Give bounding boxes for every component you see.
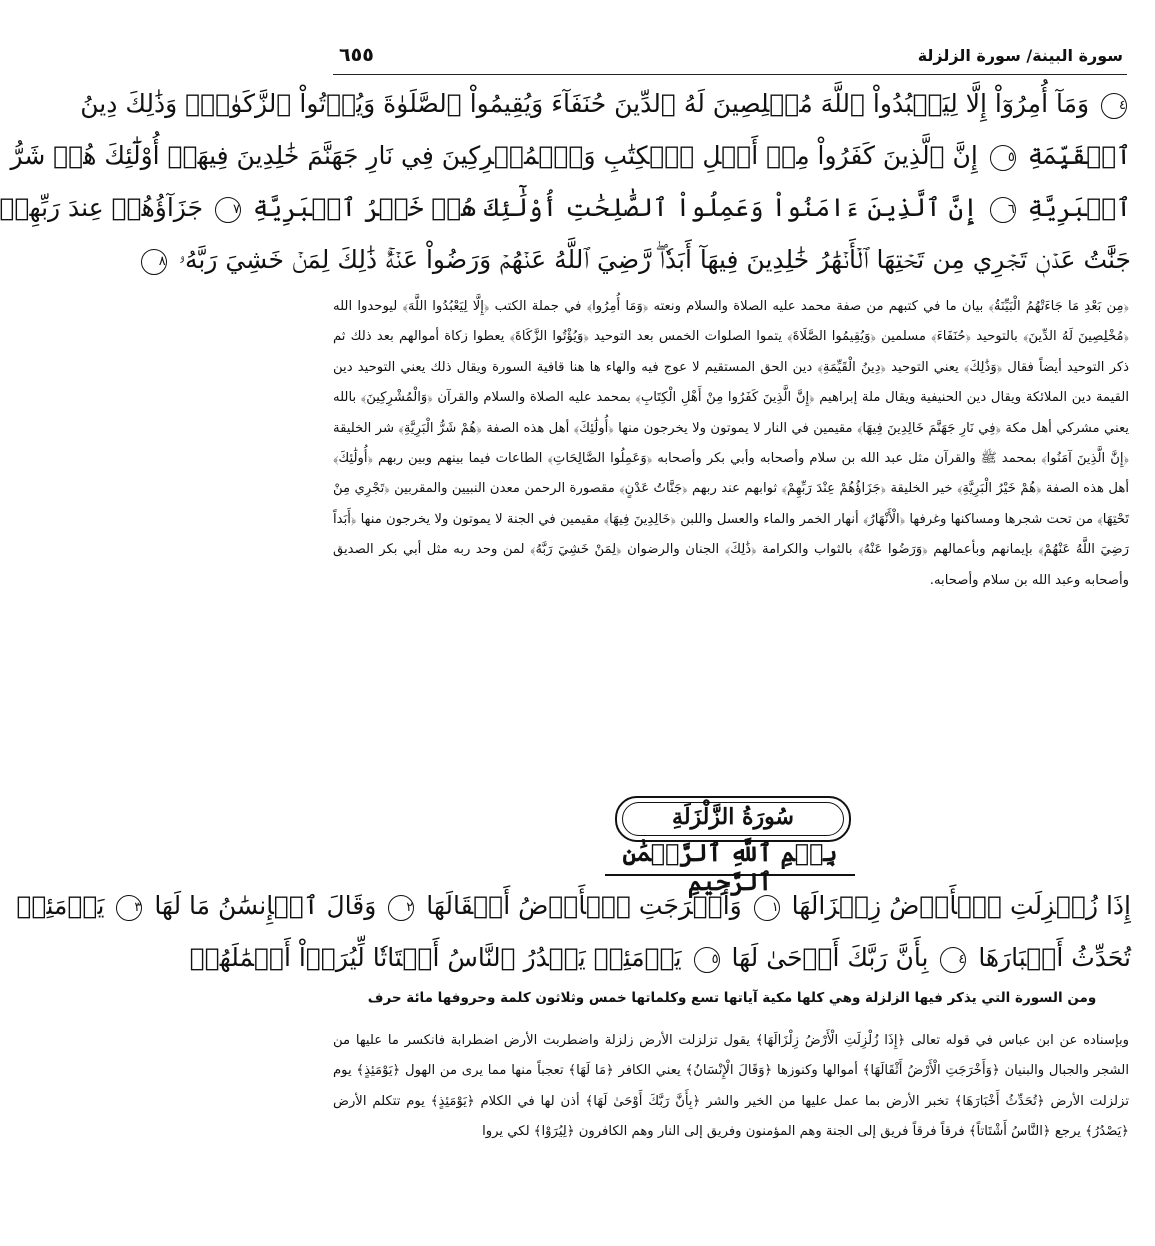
verse-line — [0, 182, 1131, 234]
verse-number-marker: ٦ — [990, 197, 1016, 223]
verse-number-marker: ٢ — [388, 895, 414, 921]
surah-info-line: ومن السورة التي يذكر فيها الزلزلة وهي كلها مكية آياتها تسع وكلماتها خمس وثلاثون كلمة وحروفها مائة حرف — [367, 990, 1097, 1006]
tafsir-paragraph-bayyina: ﴿مِن بَعْدِ مَا جَاءَتْهُمُ الْبَيِّنَةُ﴾ بيان ما في كتبهم من صفة محمد عليه الصلاة والسلام ونعته ﴿وَمَا أُمِرُوا﴾ في جملة الكتب ﴿إِلَّا لِيَعْبُدُوا اللَّهَ﴾ ليوحدوا الله ﴿مُخْلِصِينَ لَهُ الدِّينَ﴾ بالتوحيد ﴿حُنَفَاءَ﴾ مسلمين ﴿وَيُقِيمُوا الصَّلَاةَ﴾ يتموا الصلوات الخمس بعد التوحيد ﴿وَيُؤْتُوا الزَّكَاةَ﴾ يعطوا زكاة أموالهم بعد ذلك ثم ذكر التوحيد أيضاً فقال ﴿وَذَٰلِكَ﴾ يعني التوحيد ﴿دِينُ الْقَيِّمَةِ﴾ دين الحق المستقيم لا عوج فيه والهاء ها هنا قافية السورة ويقال ذلك يعني التوحيد دين القيمة دين الملائكة ويقال دين الحنيفية ويقال ملة إبراهيم ﴿إِنَّ الَّذِينَ كَفَرُوا مِنْ أَهْلِ الْكِتَابِ﴾ بمحمد عليه الصلاة والسلام والقرآن ﴿وَالْمُشْرِكِينَ﴾ بالله يعني مشركي أهل مكة ﴿فِي نَارِ جَهَنَّمَ خَالِدِينَ فِيهَا﴾ مقيمين في النار لا يموتون ولا يخرجون منها ﴿أُولَٰئِكَ﴾ أهل هذه الصفة ﴿هُمْ شَرُّ الْبَرِيَّةِ﴾ شر الخليقة ﴿إِنَّ الَّذِينَ آمَنُوا﴾ بمحمد ﷺ والقرآن مثل عبد الله بن سلام وأصحابه وأبي بكر وأصحابه ﴿وَعَمِلُوا الصَّالِحَاتِ﴾ الطاعات فيما بينهم وبين ربهم ﴿أُولَٰئِكَ﴾ أهل هذه الصفة ﴿هُمْ خَيْرُ الْبَرِيَّةِ﴾ خير الخليقة ﴿جَزَاؤُهُمْ عِنْدَ رَبِّهِمْ﴾ ثوابهم عند ربهم ﴿جَنَّاتُ عَدْنٍ﴾ مقصورة الرحمن معدن النبيين والمقربين ﴿تَجْرِي مِنْ تَحْتِهَا﴾ من تحت شجرها ومساكنها وغرفها ﴿الْأَنْهَارُ﴾ أنهار الخمر والماء والعسل واللبن ﴿خَالِدِينَ فِيهَا﴾ مقيمين في الجنة لا يموتون ولا يخرجون منها ﴿أَبَداً رَضِيَ اللَّهُ عَنْهُمْ﴾ بإيمانهم وبأعمالهم ﴿وَرَضُوا عَنْهُ﴾ بالثواب والكرامة ﴿ذَٰلِكَ﴾ الجنان والرضوان ﴿لِمَنْ خَشِيَ رَبَّهُ﴾ لمن وحد ربه مثل أبي بكر الصديق وأصحابه وعبد الله بن سلام وأصحابه. — [333, 299, 1129, 588]
verse-text: إِنَّ ٱلَّذِينَ ءَامَنُواْ وَعَمِلُواْ ٱلصَّٰلِحَٰتِ أُوْلَٰٓئِكَ هُمۡ خَيۡرُ ٱلۡبَرِيَّةِ — [252, 193, 978, 222]
verse-line — [10, 130, 1131, 182]
verse-line — [189, 932, 1131, 984]
quran-verses-zalzala — [16, 880, 1131, 988]
verse-number-marker: ٥ — [990, 145, 1016, 171]
verse-text: جَنَّٰتُ عَدۡنٖ تَجۡرِي مِن تَحۡتِهَا ٱلۡأَنۡهَٰرُ خَٰلِدِينَ فِيهَآ أَبَدٗاۖ رَّضِيَ ٱللَّهُ عَنۡهُمۡ وَرَضُواْ عَنۡهُۚ ذَٰلِكَ لِمَنۡ خَشِيَ رَبَّهُۥ — [178, 245, 1131, 274]
page-number: ٦٥٥ — [339, 44, 374, 66]
basmala: بِسۡمِ ٱللَّهِ ٱلرَّحۡمَٰنِ ٱلرَّحِيمِ — [622, 838, 838, 896]
verse-text: ٱلۡقَيِّمَةِ — [1027, 141, 1131, 170]
verse-line — [80, 78, 1131, 130]
verse-text: وَمَآ أُمِرُوٓاْ إِلَّا لِيَعۡبُدُواْ ٱللَّهَ مُخۡلِصِينَ لَهُ ٱلدِّينَ حُنَفَآءَ وَيُقِيمُواْ ٱلصَّلَوٰةَ وَيُؤۡتُواْ ٱلزَّكَوٰةَۚ وَذَٰلِكَ دِينُ — [80, 89, 1090, 118]
surah-title: سُورَةُ الزَّلْزَلَةِ — [672, 804, 794, 830]
verse-text: تُحَدِّثُ أَخۡبَارَهَا — [978, 943, 1131, 972]
surah-header-title: سورة البينة/ سورة الزلزلة — [917, 46, 1123, 65]
verse-line — [16, 880, 1131, 932]
verse-text: جَزَآؤُهُمۡ عِندَ رَبِّهِمۡ — [0, 193, 204, 222]
verse-text: يَوۡمَئِذٖ — [16, 891, 105, 920]
surah-title-frame — [615, 796, 851, 842]
verse-number-marker: ١ — [754, 895, 780, 921]
verse-line — [158, 234, 1131, 286]
verse-number-marker: ٤ — [1101, 93, 1127, 119]
verse-text: إِنَّ ٱلَّذِينَ كَفَرُواْ مِنۡ أَهۡلِ ٱلۡكِتَٰبِ وَٱلۡمُشۡرِكِينَ فِي نَارِ جَهَنَّمَ خَٰلِدِينَ فِيهَآۚ أُوْلَٰٓئِكَ هُمۡ شَرُّ — [10, 141, 978, 170]
verse-number-marker: ٤ — [940, 947, 966, 973]
verse-text: وَأَخۡرَجَتِ ٱلۡأَرۡضُ أَثۡقَالَهَا — [426, 891, 742, 920]
verse-number-marker: ٨ — [141, 249, 167, 275]
verse-text: يَوۡمَئِذٖ يَصۡدُرُ ٱلنَّاسُ أَشۡتَاتٗا لِّيُرَوۡاْ أَعۡمَٰلَهُمۡ — [189, 943, 682, 972]
verse-number-marker: ٥ — [694, 947, 720, 973]
verse-text: بِأَنَّ رَبَّكَ أَوۡحَىٰ لَهَا — [731, 943, 929, 972]
verse-text: ٱلۡبَرِيَّةِ — [1027, 193, 1131, 222]
quran-verses-top — [0, 78, 1131, 292]
page-header — [333, 40, 1127, 75]
verse-number-marker: ٧ — [215, 197, 241, 223]
tafsir-paragraph-zalzala: وبإسناده عن ابن عباس في قوله تعالى ﴿إِذَا زُلْزِلَتِ الْأَرْضُ زِلْزَالَهَا﴾ يقول تزلزلت الأرض زلزلة واضطربت الأرض اضطرابة فانكسر ما عليها من الشجر والجبال والبنيان ﴿وَأَخْرَجَتِ الْأَرْضُ أَثْقَالَهَا﴾ أموالها وكنوزها ﴿وَقَالَ الْإِنْسَانُ﴾ يعني الكافر ﴿مَا لَهَا﴾ تعجباً منها مما يرى من الهول ﴿يَوْمَئِذٍ﴾ يوم تزلزلت الأرض ﴿تُحَدِّثُ أَخْبَارَهَا﴾ تخبر الأرض بما عمل عليها من الخير والشر ﴿بِأَنَّ رَبَّكَ أَوْحَىٰ لَهَا﴾ أذن لها في الكلام ﴿يَوْمَئِذٍ﴾ يوم تتكلم الأرض ﴿يَصْدُرُ﴾ يرجع ﴿النَّاسُ أَشْتَاتاً﴾ فرقاً فرقاً فريق إلى الجنة وهم المؤمنون وفريق إلى النار وهم الكافرون ﴿لِيُرَوْا﴾ لكي يروا — [333, 1033, 1129, 1140]
verse-text: وَقَالَ ٱلۡإِنسَٰنُ مَا لَهَا — [154, 891, 377, 920]
verse-text: إِذَا زُلۡزِلَتِ ٱلۡأَرۡضُ زِلۡزَالَهَا — [791, 891, 1131, 920]
verse-number-marker: ٣ — [116, 895, 142, 921]
